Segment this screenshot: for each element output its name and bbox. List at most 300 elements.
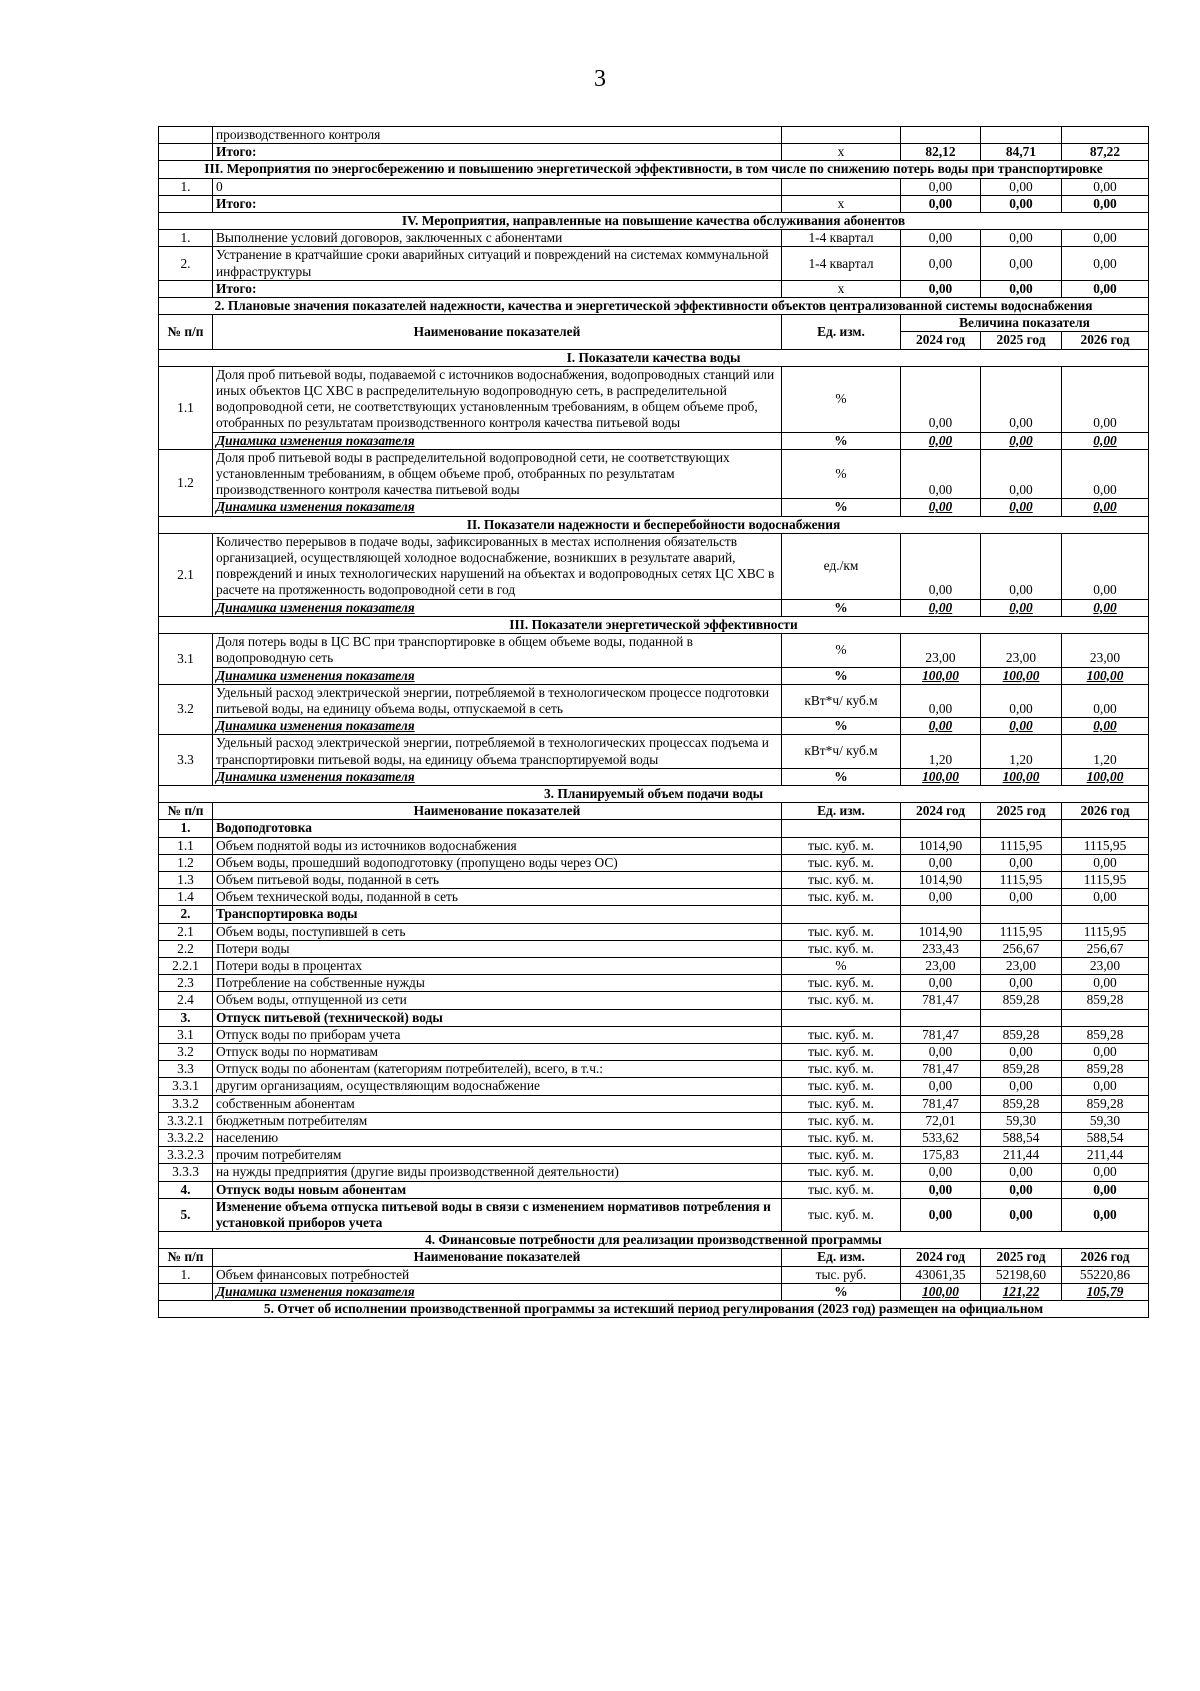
row-value: 0,00 (1062, 889, 1149, 906)
row-number: 2.2 (159, 940, 213, 957)
indicator-unit: % (782, 449, 901, 499)
group-title: I. Показатели качества воды (159, 349, 1149, 366)
section-title: III. Мероприятия по энергосбережению и повышению энергетической эффективности, в том числе по снижению потерь воды при транспортировке (159, 161, 1149, 178)
row-value: 0,00 (901, 280, 981, 297)
row-number: 1. (159, 1266, 213, 1283)
row-number: 3.3.2.1 (159, 1112, 213, 1129)
row-value: 0,00 (1062, 280, 1149, 297)
row-number (159, 195, 213, 212)
row-value: 0,00 (981, 1198, 1062, 1231)
table-row (159, 906, 1149, 923)
indicators-title: 2. Плановые значения показателей надежности, качества и энергетической эффективности объектов централизованной системы водоснабжения (159, 298, 1149, 315)
row-number: 3.3 (159, 1061, 213, 1078)
row-value: 1115,95 (981, 871, 1062, 888)
row-value: 256,67 (981, 940, 1062, 957)
group-title: III. Показатели энергетической эффективности (159, 616, 1149, 633)
dynamics-value: 105,79 (1062, 1283, 1149, 1300)
row-value: 23,00 (981, 957, 1062, 974)
indicator-value: 23,00 (981, 634, 1062, 667)
row-value (901, 1009, 981, 1026)
group-title: II. Показатели надежности и бесперебойности водоснабжения (159, 516, 1149, 533)
row-number: 3.2 (159, 1043, 213, 1060)
row-unit: тыс. куб. м. (782, 923, 901, 940)
indicator-name: Удельный расход электрической энергии, потребляемой в технологическом процессе подготовки питьевой воды, на единицу объема воды, отпускаемой в сеть (213, 684, 782, 717)
header-year: 2025 год (981, 803, 1062, 820)
row-value: 0,00 (1062, 247, 1149, 280)
row-value: 859,28 (981, 992, 1062, 1009)
table-row (159, 178, 1149, 195)
table-row (159, 1181, 1149, 1198)
row-value: 0,00 (1062, 975, 1149, 992)
dynamics-value: 100,00 (901, 768, 981, 785)
row-unit: тыс. куб. м. (782, 1095, 901, 1112)
row-value: 1115,95 (1062, 871, 1149, 888)
dynamics-unit: % (782, 1283, 901, 1300)
header-name: Наименование показателей (213, 1249, 782, 1266)
dynamics-row (159, 718, 1149, 735)
indicator-number: 3.2 (159, 684, 213, 735)
section-row (159, 516, 1149, 533)
row-unit: тыс. куб. м. (782, 1147, 901, 1164)
row-number: 3.3.2.2 (159, 1129, 213, 1146)
header-num: № п/п (159, 803, 213, 820)
row-value: 0,00 (981, 1181, 1062, 1198)
row-name: Потери воды в процентах (213, 957, 782, 974)
row-value: 588,54 (981, 1129, 1062, 1146)
row-value: 233,43 (901, 940, 981, 957)
row-value: 1014,90 (901, 871, 981, 888)
row-value (1062, 820, 1149, 837)
table-row (159, 230, 1149, 247)
row-value: 0,00 (901, 975, 981, 992)
row-unit (782, 178, 901, 195)
table-row (159, 144, 1149, 161)
table-row (159, 1112, 1149, 1129)
dynamics-value: 100,00 (901, 1283, 981, 1300)
row-value: 211,44 (981, 1147, 1062, 1164)
table-row (159, 1061, 1149, 1078)
supply-header-row (159, 803, 1149, 820)
row-value: 0,00 (981, 1043, 1062, 1060)
dynamics-value: 0,00 (1062, 718, 1149, 735)
row-value: 55220,86 (1062, 1266, 1149, 1283)
dynamics-value: 100,00 (901, 667, 981, 684)
row-value: 87,22 (1062, 144, 1149, 161)
dynamics-value: 0,00 (901, 599, 981, 616)
row-value: 859,28 (1062, 1061, 1149, 1078)
dynamics-value: 0,00 (901, 432, 981, 449)
indicator-number: 3.3 (159, 735, 213, 786)
row-number: 1. (159, 820, 213, 837)
row-name: Отпуск воды по нормативам (213, 1043, 782, 1060)
row-number: 1.2 (159, 854, 213, 871)
row-value (1062, 906, 1149, 923)
row-value (901, 820, 981, 837)
row-unit: тыс. куб. м. (782, 1181, 901, 1198)
row-value (901, 127, 981, 144)
row-name: Отпуск питьевой (технической) воды (213, 1009, 782, 1026)
header-value: Величина показателя (901, 315, 1149, 332)
row-number: 1.3 (159, 871, 213, 888)
row-name: производственного контроля (213, 127, 782, 144)
indicator-value: 1,20 (901, 735, 981, 768)
indicator-name: Доля потерь воды в ЦС ВС при транспортировке в общем объеме воды, поданной в водопроводную сеть (213, 634, 782, 667)
row-value: 0,00 (981, 1164, 1062, 1181)
row-name: Устранение в кратчайшие сроки аварийных ситуаций и повреждений на системах коммунальной инфраструктуры (213, 247, 782, 280)
header-year: 2026 год (1062, 1249, 1149, 1266)
dynamics-unit: % (782, 499, 901, 516)
row-unit: 1-4 квартал (782, 247, 901, 280)
row-unit: тыс. куб. м. (782, 1129, 901, 1146)
dynamics-value: 0,00 (901, 499, 981, 516)
row-value: 0,00 (1062, 178, 1149, 195)
row-value: 0,00 (901, 1078, 981, 1095)
section-row (159, 1301, 1149, 1318)
row-unit: тыс. куб. м. (782, 975, 901, 992)
row-number: 2. (159, 247, 213, 280)
row-unit: 1-4 квартал (782, 230, 901, 247)
row-value: 175,83 (901, 1147, 981, 1164)
row-name: Изменение объема отпуска питьевой воды в связи с изменением нормативов потребления и установкой приборов учета (213, 1198, 782, 1231)
table-row (159, 923, 1149, 940)
table-body (159, 127, 1149, 1318)
indicator-value: 23,00 (1062, 634, 1149, 667)
header-year: 2025 год (981, 1249, 1062, 1266)
row-value: 43061,35 (901, 1266, 981, 1283)
row-number: 1.4 (159, 889, 213, 906)
row-name: Объем питьевой воды, поданной в сеть (213, 871, 782, 888)
row-number: 1.1 (159, 837, 213, 854)
row-value: 859,28 (1062, 1095, 1149, 1112)
document-body (158, 126, 1148, 1318)
row-value: 0,00 (981, 889, 1062, 906)
dynamics-row (159, 768, 1149, 785)
row-number: 3. (159, 1009, 213, 1026)
row-number: 3.3.3 (159, 1164, 213, 1181)
row-value: 1115,95 (981, 837, 1062, 854)
indicator-name: Удельный расход электрической энергии, потребляемой в технологических процессах подъема и транспортировки питьевой воды, на единицу объема транспортируемой воды (213, 735, 782, 768)
row-value: 0,00 (1062, 1198, 1149, 1231)
section-row (159, 161, 1149, 178)
indicator-row (159, 533, 1149, 599)
indicator-value: 0,00 (981, 533, 1062, 599)
row-value: 781,47 (901, 1095, 981, 1112)
indicator-name: Доля проб питьевой воды в распределительной водопроводной сети, не соответствующих установленным требованиям, в общем объеме проб, отобранных по результатам производственного контроля качества питьевой воды (213, 449, 782, 499)
indicator-value: 0,00 (901, 449, 981, 499)
dynamics-value: 0,00 (1062, 432, 1149, 449)
header-unit: Ед. изм. (782, 1249, 901, 1266)
row-value: 0,00 (981, 975, 1062, 992)
row-name: бюджетным потребителям (213, 1112, 782, 1129)
indicator-value: 0,00 (981, 684, 1062, 717)
row-name: Объем технической воды, поданной в сеть (213, 889, 782, 906)
row-value: 84,71 (981, 144, 1062, 161)
row-value: 0,00 (1062, 195, 1149, 212)
row-name: 0 (213, 178, 782, 195)
row-value: 23,00 (901, 957, 981, 974)
row-value: 0,00 (981, 230, 1062, 247)
row-name: Отпуск воды новым абонентам (213, 1181, 782, 1198)
header-year: 2024 год (901, 803, 981, 820)
row-value: 59,30 (981, 1112, 1062, 1129)
row-number: 2.1 (159, 923, 213, 940)
row-unit (782, 820, 901, 837)
row-unit: тыс. руб. (782, 1266, 901, 1283)
row-name: населению (213, 1129, 782, 1146)
row-name: другим организациям, осуществляющим водоснабжение (213, 1078, 782, 1095)
dynamics-unit: % (782, 768, 901, 785)
dynamics-unit: % (782, 599, 901, 616)
main-table (158, 126, 1149, 1318)
row-value: 781,47 (901, 1026, 981, 1043)
row-value: 52198,60 (981, 1266, 1062, 1283)
row-unit: х (782, 195, 901, 212)
row-value: 859,28 (1062, 992, 1149, 1009)
row-name: Итого: (213, 144, 782, 161)
row-number: 2.2.1 (159, 957, 213, 974)
row-value: 0,00 (901, 195, 981, 212)
indicator-number: 1.2 (159, 449, 213, 516)
row-unit: тыс. куб. м. (782, 1043, 901, 1060)
row-name: собственным абонентам (213, 1095, 782, 1112)
table-row (159, 1095, 1149, 1112)
table-row (159, 975, 1149, 992)
row-name: Объем поднятой воды из источников водоснабжения (213, 837, 782, 854)
header-num: № п/п (159, 315, 213, 349)
row-name: Итого: (213, 195, 782, 212)
row-unit: тыс. куб. м. (782, 871, 901, 888)
indicator-number: 2.1 (159, 533, 213, 616)
dynamics-label: Динамика изменения показателя (213, 667, 782, 684)
row-value: 256,67 (1062, 940, 1149, 957)
indicator-unit: кВт*ч/ куб.м (782, 684, 901, 717)
indicator-value: 23,00 (901, 634, 981, 667)
row-value (981, 820, 1062, 837)
table-row (159, 1147, 1149, 1164)
row-name: Объем воды, поступившей в сеть (213, 923, 782, 940)
table-row (159, 889, 1149, 906)
dynamics-row (159, 599, 1149, 616)
dynamics-value: 100,00 (1062, 667, 1149, 684)
table-row (159, 195, 1149, 212)
indicator-value: 0,00 (901, 366, 981, 432)
header-year: 2025 год (981, 332, 1062, 349)
indicator-value: 1,20 (981, 735, 1062, 768)
dynamics-value: 0,00 (981, 599, 1062, 616)
table-row (159, 1198, 1149, 1231)
dynamics-row (159, 499, 1149, 516)
dynamics-value: 0,00 (981, 432, 1062, 449)
section-row (159, 298, 1149, 315)
row-unit: тыс. куб. м. (782, 1061, 901, 1078)
row-number (159, 280, 213, 297)
row-number: 5. (159, 1198, 213, 1231)
row-number: 3.1 (159, 1026, 213, 1043)
indicator-value: 0,00 (1062, 533, 1149, 599)
row-value: 0,00 (1062, 1043, 1149, 1060)
indicator-number: 1.1 (159, 366, 213, 449)
dynamics-value: 100,00 (981, 667, 1062, 684)
row-value: 1115,95 (981, 923, 1062, 940)
row-value: 533,62 (901, 1129, 981, 1146)
section-row (159, 213, 1149, 230)
row-unit: тыс. куб. м. (782, 1198, 901, 1231)
row-value: 859,28 (981, 1061, 1062, 1078)
row-value: 0,00 (901, 1043, 981, 1060)
row-unit (782, 1009, 901, 1026)
dynamics-value: 100,00 (1062, 768, 1149, 785)
indicator-value: 0,00 (1062, 684, 1149, 717)
row-unit: тыс. куб. м. (782, 992, 901, 1009)
row-value (981, 906, 1062, 923)
table-row (159, 1009, 1149, 1026)
row-number: 2. (159, 906, 213, 923)
finance-header-row (159, 1249, 1149, 1266)
dynamics-value: 0,00 (1062, 599, 1149, 616)
table-row (159, 957, 1149, 974)
header-year: 2024 год (901, 332, 981, 349)
section-title: IV. Мероприятия, направленные на повышение качества обслуживания абонентов (159, 213, 1149, 230)
header-name: Наименование показателей (213, 315, 782, 349)
row-unit: тыс. куб. м. (782, 837, 901, 854)
dynamics-label: Динамика изменения показателя (213, 432, 782, 449)
row-value: 0,00 (901, 1181, 981, 1198)
indicator-row (159, 634, 1149, 667)
indicator-value: 0,00 (1062, 366, 1149, 432)
indicators-header-row (159, 315, 1149, 332)
row-name: Объем финансовых потребностей (213, 1266, 782, 1283)
table-row (159, 854, 1149, 871)
row-unit: тыс. куб. м. (782, 854, 901, 871)
indicator-row (159, 684, 1149, 717)
indicator-value: 0,00 (901, 533, 981, 599)
indicator-value: 0,00 (981, 449, 1062, 499)
row-value: 1014,90 (901, 837, 981, 854)
table-row (159, 820, 1149, 837)
table-row (159, 280, 1149, 297)
row-value: 0,00 (1062, 854, 1149, 871)
row-unit: тыс. куб. м. (782, 1164, 901, 1181)
dynamics-unit: % (782, 432, 901, 449)
dynamics-label: Динамика изменения показателя (213, 499, 782, 516)
row-value: 859,28 (981, 1026, 1062, 1043)
dynamics-value: 0,00 (981, 499, 1062, 516)
row-value: 0,00 (901, 247, 981, 280)
dynamics-unit: % (782, 667, 901, 684)
table-row (159, 1164, 1149, 1181)
row-value: 72,01 (901, 1112, 981, 1129)
section-row (159, 616, 1149, 633)
indicator-unit: ед./км (782, 533, 901, 599)
dynamics-label: Динамика изменения показателя (213, 599, 782, 616)
row-name: Отпуск воды по приборам учета (213, 1026, 782, 1043)
row-value: 0,00 (901, 854, 981, 871)
row-value: 1115,95 (1062, 837, 1149, 854)
row-value: 1115,95 (1062, 923, 1149, 940)
indicator-unit: % (782, 366, 901, 432)
row-name: Отпуск воды по абонентам (категориям потребителей), всего, в т.ч.: (213, 1061, 782, 1078)
table-row (159, 127, 1149, 144)
section-row (159, 785, 1149, 802)
row-unit: тыс. куб. м. (782, 1112, 901, 1129)
row-name: Водоподготовка (213, 820, 782, 837)
table-row (159, 1026, 1149, 1043)
row-value: 0,00 (981, 854, 1062, 871)
table-row (159, 1078, 1149, 1095)
row-number: 2.3 (159, 975, 213, 992)
indicator-value: 1,20 (1062, 735, 1149, 768)
dynamics-value: 0,00 (901, 718, 981, 735)
row-number (159, 127, 213, 144)
row-value (901, 906, 981, 923)
row-value: 0,00 (901, 889, 981, 906)
finance-title: 4. Финансовые потребности для реализации производственной программы (159, 1232, 1149, 1249)
row-unit: х (782, 144, 901, 161)
dynamics-label: Динамика изменения показателя (213, 768, 782, 785)
row-name: Объем воды, прошедший водоподготовку (пропущено воды через ОС) (213, 854, 782, 871)
row-unit: тыс. куб. м. (782, 1078, 901, 1095)
row-value: 0,00 (1062, 1078, 1149, 1095)
indicator-name: Доля проб питьевой воды, подаваемой с источников водоснабжения, водопроводных станций или иных объектов ЦС ХВС в распределительную водопроводную сеть, в распределительной водопроводной сети, не соответствующих установленным требованиям, в общем объеме проб, отобранных по результатам производственного контроля качества питьевой воды (213, 366, 782, 432)
section-row (159, 349, 1149, 366)
dynamics-unit: % (782, 718, 901, 735)
dynamics-row (159, 667, 1149, 684)
indicator-unit: % (782, 634, 901, 667)
row-value (981, 1009, 1062, 1026)
dynamics-row (159, 432, 1149, 449)
row-name: Транспортировка воды (213, 906, 782, 923)
header-year: 2026 год (1062, 803, 1149, 820)
table-row (159, 247, 1149, 280)
indicator-number: 3.1 (159, 634, 213, 685)
dynamics-value: 100,00 (981, 768, 1062, 785)
row-value: 0,00 (981, 280, 1062, 297)
row-value: 1014,90 (901, 923, 981, 940)
header-year: 2024 год (901, 1249, 981, 1266)
dynamics-value: 0,00 (1062, 499, 1149, 516)
header-year: 2026 год (1062, 332, 1149, 349)
row-number: 1. (159, 178, 213, 195)
row-name: Итого: (213, 280, 782, 297)
supply-title: 3. Планируемый объем подачи воды (159, 785, 1149, 802)
row-unit (782, 906, 901, 923)
indicator-value: 0,00 (981, 366, 1062, 432)
page-number: 3 (594, 66, 606, 92)
row-value: 0,00 (901, 1198, 981, 1231)
row-unit: тыс. куб. м. (782, 940, 901, 957)
indicator-row (159, 366, 1149, 432)
row-value: 0,00 (981, 1078, 1062, 1095)
footer-note: 5. Отчет об исполнении производственной программы за истекший период регулирования (2023 год) размещен на официальном (159, 1301, 1149, 1318)
row-value: 588,54 (1062, 1129, 1149, 1146)
row-value: 0,00 (901, 230, 981, 247)
row-value: 0,00 (901, 178, 981, 195)
row-value: 859,28 (981, 1095, 1062, 1112)
row-unit: % (782, 957, 901, 974)
row-name: Потери воды (213, 940, 782, 957)
table-row (159, 940, 1149, 957)
row-value: 0,00 (901, 1164, 981, 1181)
row-value: 23,00 (1062, 957, 1149, 974)
dynamics-value: 121,22 (981, 1283, 1062, 1300)
row-value: 0,00 (1062, 1164, 1149, 1181)
row-number: 1. (159, 230, 213, 247)
indicator-name: Количество перерывов в подаче воды, зафиксированных в местах исполнения обязательств организацией, осуществляющей холодное водоснабжение, возникших в результате аварий, повреждений и иных технологических нарушений на объектах и водопроводных сетях ЦС ХВС в расчете на протяженность водопроводной сети в год (213, 533, 782, 599)
row-value: 0,00 (981, 178, 1062, 195)
header-unit: Ед. изм. (782, 315, 901, 349)
row-unit: тыс. куб. м. (782, 889, 901, 906)
row-name: Объем воды, отпущенной из сети (213, 992, 782, 1009)
